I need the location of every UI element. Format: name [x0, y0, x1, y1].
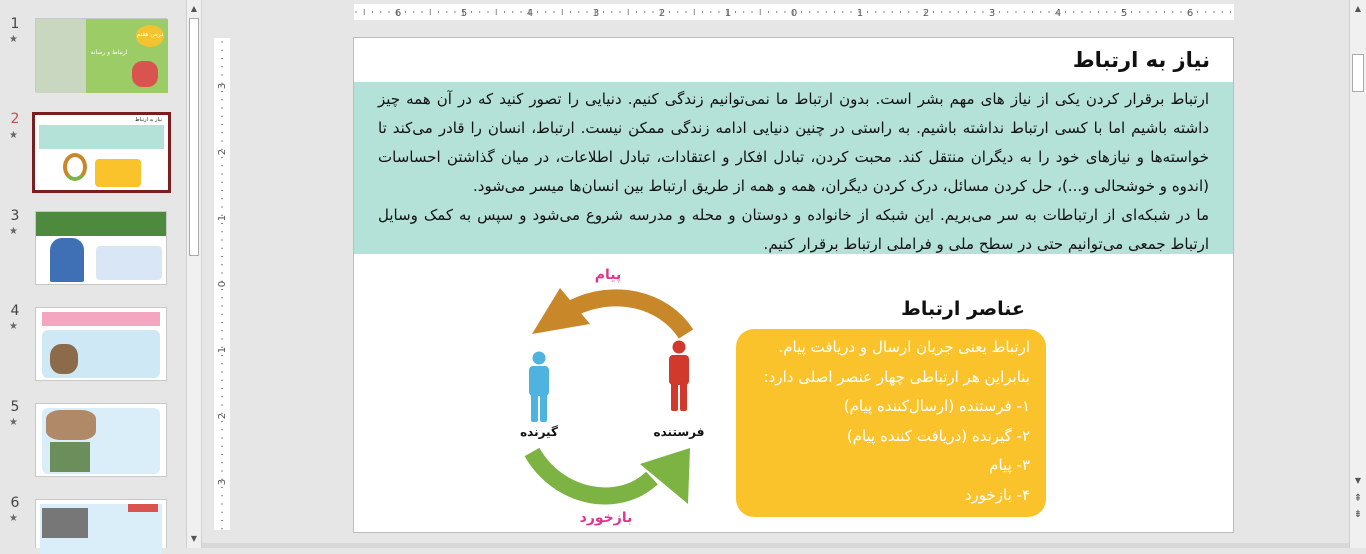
animation-star-icon: ★ — [9, 130, 18, 141]
thumbnail-number-4: 4 — [10, 303, 20, 319]
ruler-label: 2 — [922, 8, 930, 19]
ruler-ticks — [354, 4, 1234, 20]
slide-thumbnail-6[interactable] — [35, 499, 167, 548]
elements-line: ۲- گیرنده (دریافت کننده پیام) — [846, 426, 1030, 445]
thumbnail-number-6: 6 — [10, 495, 20, 511]
horizontal-ruler — [354, 4, 1234, 20]
thumb-green-header — [36, 212, 166, 236]
ruler-label: 1 — [856, 8, 864, 19]
previous-slide-icon[interactable]: ⇞ — [1353, 493, 1363, 504]
slide-thumbnail-4[interactable] — [35, 307, 167, 381]
message-arrow-icon — [532, 288, 686, 334]
elements-line: ۱- فرستنده (ارسال‌کننده پیام) — [843, 397, 1030, 415]
thumb-city-image — [36, 19, 86, 93]
elements-line: بنابراین هر ارتباطی چهار عنصر اصلی دارد: — [763, 367, 1030, 386]
ruler-label: 6 — [1186, 8, 1194, 19]
thumb-lesson-subtitle: ارتباط و رسانه — [90, 49, 128, 56]
ruler-label: 3 — [592, 8, 600, 19]
ruler-label: 6 — [394, 8, 402, 19]
vertical-ruler — [214, 38, 230, 530]
thumb-figures-image — [46, 410, 96, 440]
slide-thumbnail-pane — [0, 0, 186, 548]
thumb-red-label — [128, 504, 158, 512]
thumb-lesson-title: درس هفتم — [136, 31, 164, 38]
ruler-label: 1 — [217, 214, 228, 222]
intro-paragraph-1: ارتباط برقرار کردن یکی از نیاز های مهم بشر است. بدون ارتباط ما نمی‌توانیم زندگی کنیم. دنیایی را تصور کنید که در آن همه چیز داشته باشیم اما با کسی ارتباط نداشته باشیم. به راستی در چنین دنیایی ادامه زندگی ممکن نیست. ارتباط، انسان را قادر می‌کند تا خواسته‌ها و نیازهای خود را به دیگران منتقل کند. محبت کردن، تبادل افکار و اعتقادات، تبادل اطلاعات، در میان گذاشتن احساسات (اندوه و خوشحالی و...)، حل کردن مسائل، درک کردن دیگران، همه و همه از طریق ارتباط بین انسان‌ها میسر می‌شود. — [378, 90, 1209, 195]
intro-text-box[interactable] — [378, 85, 1209, 259]
elements-line: ۳- پیام — [989, 456, 1030, 474]
ruler-label: 3 — [217, 478, 228, 486]
ruler-label: 4 — [526, 8, 534, 19]
thumb-text-box — [96, 246, 162, 280]
cycle-diagram-svg — [518, 267, 705, 528]
slide-thumbnail-2[interactable] — [32, 112, 171, 193]
sender-person-icon — [669, 341, 689, 412]
horizontal-scroll-area — [202, 543, 1349, 548]
scroll-down-arrow-icon[interactable]: ▼ — [190, 534, 198, 543]
slide-thumbnail-1[interactable] — [35, 18, 167, 92]
ruler-label: 5 — [460, 8, 468, 19]
ruler-label: 1 — [724, 8, 732, 19]
elements-line: ارتباط یعنی جریان ارسال و دریافت پیام. — [778, 338, 1030, 356]
ruler-label: 2 — [658, 8, 666, 19]
editor-vertical-scrollbar[interactable] — [1349, 0, 1366, 548]
scrollbar-thumb[interactable] — [189, 18, 199, 256]
communication-cycle-diagram[interactable] — [518, 267, 705, 528]
ruler-ticks — [214, 38, 230, 530]
elements-line: ۴- بازخورد — [964, 485, 1030, 504]
scroll-up-arrow-icon[interactable]: ▲ — [190, 4, 198, 13]
thumb-cycle-diagram — [63, 153, 87, 181]
animation-star-icon: ★ — [9, 226, 18, 237]
ruler-label: 4 — [1054, 8, 1062, 19]
animation-star-icon: ★ — [9, 513, 18, 524]
thumb-yellow-box — [95, 159, 141, 187]
ruler-label: 2 — [217, 412, 228, 420]
message-label: پیام — [594, 267, 622, 283]
thumb-pink-band — [42, 312, 160, 326]
feedback-label: بازخورد — [579, 510, 633, 526]
thumb-teal-band — [39, 125, 164, 149]
slide-thumbnail-3[interactable] — [35, 211, 167, 285]
slide-title[interactable]: نیاز به ارتباط — [1072, 48, 1210, 72]
ruler-label: 0 — [790, 8, 798, 19]
next-slide-icon[interactable]: ⇟ — [1353, 509, 1363, 520]
ruler-label: 3 — [217, 82, 228, 90]
ruler-label: 5 — [1120, 8, 1128, 19]
thumbnail-scrollbar[interactable] — [186, 0, 202, 548]
scroll-down-arrow-icon[interactable]: ▼ — [1354, 476, 1362, 485]
animation-star-icon: ★ — [9, 34, 18, 45]
thumb-photo-collage — [42, 508, 88, 538]
elements-text-box[interactable] — [736, 329, 1046, 517]
thumbnail-number-3: 3 — [10, 208, 20, 224]
feedback-arrow-icon — [532, 448, 690, 504]
thumb-person-figure — [132, 61, 158, 87]
receiver-person-icon — [529, 352, 549, 423]
scroll-up-arrow-icon[interactable]: ▲ — [1354, 4, 1362, 13]
sender-label: فرستنده — [653, 425, 705, 439]
ruler-label: 2 — [217, 148, 228, 156]
receiver-label: گیرنده — [520, 425, 558, 439]
slide-thumbnail-5[interactable] — [35, 403, 167, 477]
thumb-scene-image — [50, 442, 90, 472]
thumbnail-number-5: 5 — [10, 399, 20, 415]
thumb-slide-title: نیاز به ارتباط — [135, 117, 162, 123]
thumb-figure-image — [50, 344, 78, 374]
ruler-label: 1 — [217, 346, 228, 354]
ruler-label: 0 — [217, 280, 228, 288]
animation-star-icon: ★ — [9, 417, 18, 428]
scrollbar-thumb[interactable] — [1352, 54, 1364, 92]
slide-canvas[interactable] — [353, 37, 1234, 533]
ruler-label: 3 — [988, 8, 996, 19]
thumb-boy-image — [50, 238, 84, 282]
thumbnail-number-2: 2 — [10, 111, 20, 127]
intro-paragraph-2: ما در شبکه‌ای از ارتباطات به سر می‌بریم. این شبکه از خانواده و دوستان و محله و مدرسه شروع می‌شود و سپس به کمک وسایل ارتباط جمعی می‌توانیم حتی در سطح ملی و فراملی ارتباط برقرار کنیم. — [378, 206, 1209, 253]
thumbnail-number-1: 1 — [10, 16, 20, 32]
elements-heading[interactable]: عناصر ارتباط — [901, 298, 1025, 320]
animation-star-icon: ★ — [9, 321, 18, 332]
